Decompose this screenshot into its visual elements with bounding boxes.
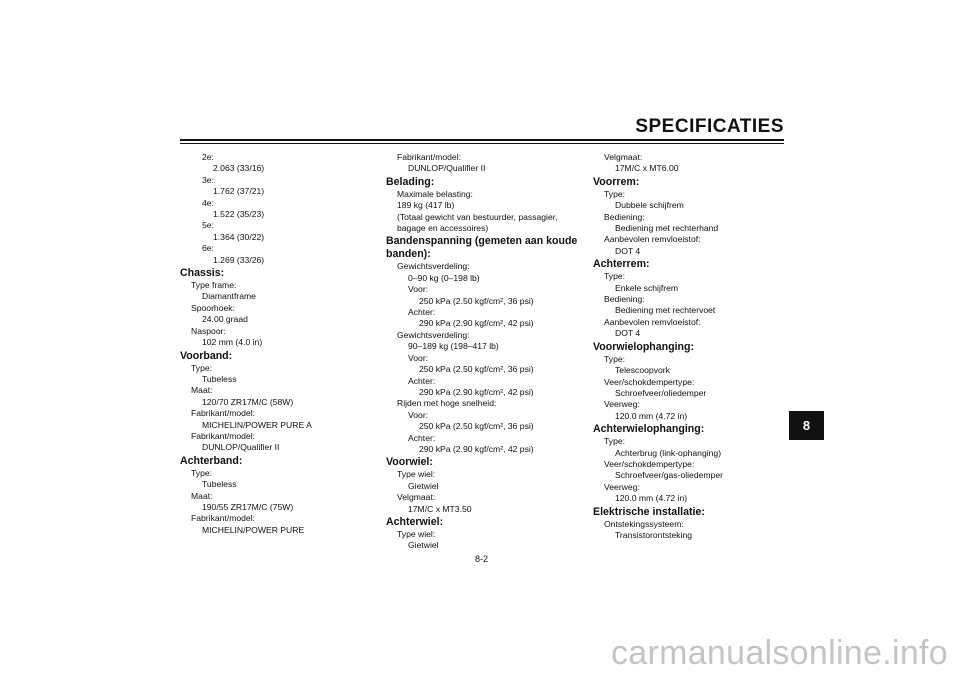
spec-line: 24.00 graad: [202, 314, 248, 325]
spec-line: 120.0 mm (4.72 in): [615, 493, 688, 504]
chapter-tab-label: 8: [802, 418, 811, 433]
spec-line: 4e:: [202, 197, 214, 208]
spec-line: 120.0 mm (4.72 in): [615, 410, 688, 421]
spec-line: Schroefveer/gas-oliedemper: [615, 470, 723, 481]
spec-line: 250 kPa (2.50 kgf/cm², 36 psi): [419, 421, 534, 432]
spec-line: Dubbele schijfrem: [615, 200, 684, 211]
spec-line: 189 kg (417 lb): [397, 200, 455, 211]
spec-line: 5e:: [202, 220, 214, 231]
spec-line: Tubeless: [202, 479, 237, 490]
section-heading: Achterwielophanging:: [593, 423, 705, 436]
spec-line: Type wiel:: [397, 528, 436, 539]
spec-line: Type frame:: [191, 280, 237, 291]
spec-column-3: [593, 152, 798, 541]
spec-line: Veer/schokdempertype:: [604, 458, 695, 469]
page-number: 8-2: [475, 554, 489, 564]
spec-line: MICHELIN/POWER PURE: [202, 524, 305, 535]
spec-line: Bediening met rechterhand: [615, 223, 719, 234]
spec-line: Voor:: [408, 352, 429, 363]
spec-line: 250 kPa (2.50 kgf/cm², 36 psi): [419, 295, 534, 306]
spec-line: Naspoor:: [191, 325, 226, 336]
spec-line: 1.269 (33/26): [213, 254, 265, 265]
spec-line: Schroefveer/oliedemper: [615, 387, 707, 398]
section-heading: Bandenspanning (gemeten aan koude banden):: [386, 235, 578, 261]
spec-line: MICHELIN/POWER PURE A: [202, 419, 312, 430]
spec-line: Achter:: [408, 375, 436, 386]
spec-line: DOT 4: [615, 328, 641, 339]
spec-line: Achterbrug (link-ophanging): [615, 447, 722, 458]
spec-line: 290 kPa (2.90 kgf/cm², 42 psi): [419, 386, 534, 397]
spec-line: 120/70 ZR17M/C (58W): [202, 396, 294, 407]
spec-line: Voor:: [408, 409, 429, 420]
spec-line: bagage en accessoires): [397, 223, 489, 234]
spec-column-1: [180, 152, 385, 536]
spec-line: Type:: [604, 188, 626, 199]
spec-line: Bediening met rechtervoet: [615, 305, 716, 316]
spec-line: Bediening:: [604, 294, 645, 305]
spec-line: 3e:: [202, 174, 214, 185]
spec-line: Maat:: [191, 385, 213, 396]
spec-line: Maximale belasting:: [397, 188, 473, 199]
section-heading: Achterband:: [180, 454, 243, 467]
spec-line: Gewichtsverdeling:: [397, 329, 470, 340]
spec-line: Ontstekingssysteem:: [604, 518, 684, 529]
section-heading: Voorband:: [180, 349, 233, 362]
section-heading: Chassis:: [180, 267, 225, 280]
spec-line: Gewichtsverdeling:: [397, 261, 470, 272]
spec-line: Fabrikant/model:: [397, 152, 462, 162]
spec-line: Type:: [604, 271, 626, 282]
spec-line: Fabrikant/model:: [191, 430, 256, 441]
spec-line: Diamantframe: [202, 291, 256, 302]
section-heading: Voorwielophanging:: [593, 340, 695, 353]
spec-line: DUNLOP/Qualifier II: [202, 442, 280, 453]
spec-line: 1.522 (35/23): [213, 209, 265, 220]
section-heading: Belading:: [386, 175, 435, 188]
spec-line: Velgmaat:: [604, 152, 643, 162]
section-heading: Voorwiel:: [386, 456, 433, 469]
spec-line: (Totaal gewicht van bestuurder, passagier,: [397, 211, 558, 222]
spec-line: Gietwiel: [408, 540, 439, 551]
spec-line: Voor:: [408, 284, 429, 295]
spec-line: Veerweg:: [604, 399, 640, 410]
page-title: SPECIFICATIES: [635, 116, 784, 137]
spec-column-2: [386, 152, 591, 552]
spec-line: Maat:: [191, 490, 213, 501]
spec-line: Fabrikant/model:: [191, 408, 256, 419]
spec-line: 90–189 kg (198–417 lb): [408, 341, 499, 352]
spec-line: Aanbevolen remvloeistof:: [604, 234, 701, 245]
spec-line: Tubeless: [202, 373, 237, 384]
spec-line: Telescoopvork: [615, 365, 670, 376]
spec-line: Achter:: [408, 307, 436, 318]
watermark: carmanualsonline.info: [610, 634, 948, 672]
section-heading: Achterrem:: [593, 258, 650, 271]
spec-line: 17M/C x MT3.50: [408, 503, 472, 514]
spec-line: Rijden met hoge snelheid:: [397, 398, 497, 409]
spec-line: Type:: [604, 436, 626, 447]
spec-line: 2.063 (33/16): [213, 163, 265, 174]
spec-line: Fabrikant/model:: [191, 513, 256, 524]
spec-line: Enkele schijfrem: [615, 282, 679, 293]
section-heading: Achterwiel:: [386, 515, 444, 528]
spec-line: DOT 4: [615, 245, 641, 256]
spec-line: Transistorontsteking: [615, 529, 693, 540]
spec-line: Spoorhoek:: [191, 302, 235, 313]
spec-line: DUNLOP/Qualifier II: [408, 163, 486, 174]
spec-line: 17M/C x MT6.00: [615, 163, 679, 174]
spec-line: Type:: [191, 362, 213, 373]
section-heading: Voorrem:: [593, 175, 640, 188]
spec-line: 290 kPa (2.90 kgf/cm², 42 psi): [419, 443, 534, 454]
spec-line: Achter:: [408, 432, 436, 443]
spec-line: Gietwiel: [408, 480, 439, 491]
spec-line: 1.762 (37/21): [213, 186, 265, 197]
spec-line: 2e:: [202, 152, 214, 162]
spec-line: Velgmaat:: [397, 492, 436, 503]
spec-line: Type:: [604, 353, 626, 364]
spec-line: 250 kPa (2.50 kgf/cm², 36 psi): [419, 364, 534, 375]
spec-line: Veerweg:: [604, 481, 640, 492]
spec-line: 0–90 kg (0–198 lb): [408, 272, 480, 283]
title-rule-thin: [180, 143, 784, 144]
spec-line: 1.364 (30/22): [213, 231, 265, 242]
spec-line: Veer/schokdempertype:: [604, 376, 695, 387]
section-heading: Elektrische installatie:: [593, 505, 705, 518]
spec-line: 6e:: [202, 243, 214, 254]
spec-line: 102 mm (4.0 in): [202, 337, 263, 348]
spec-line: 190/55 ZR17M/C (75W): [202, 501, 294, 512]
chapter-tab[interactable]: [789, 411, 824, 440]
spec-line: Type wiel:: [397, 469, 436, 480]
title-rule: [180, 139, 784, 141]
spec-line: Aanbevolen remvloeistof:: [604, 316, 701, 327]
spec-line: Type:: [191, 467, 213, 478]
spec-line: Bediening:: [604, 211, 645, 222]
spec-line: 290 kPa (2.90 kgf/cm², 42 psi): [419, 318, 534, 329]
